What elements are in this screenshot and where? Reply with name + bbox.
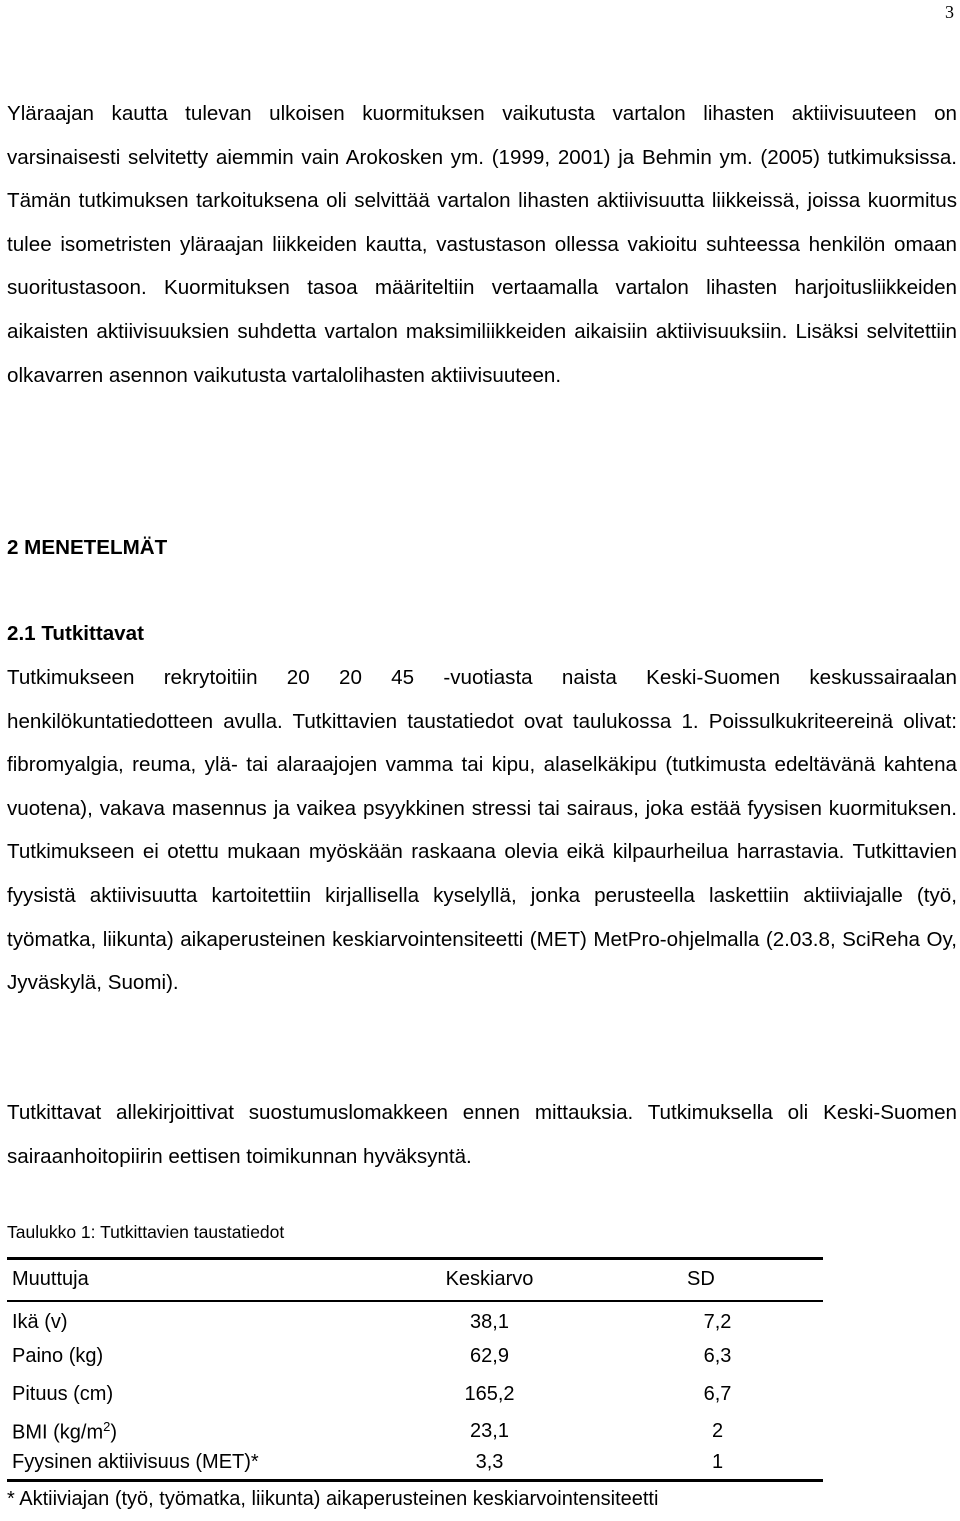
row-sd: 1 <box>612 1451 823 1481</box>
table-footnote: * Aktiiviajan (työ, työmatka, liikunta) aikaperusteinen keskiarvointensiteetti <box>7 1488 659 1510</box>
row-variable: Paino (kg) <box>12 1345 104 1368</box>
bmi-superscript: 2 <box>103 1418 111 1434</box>
row-variable: Ikä (v) <box>12 1311 68 1334</box>
table-header-row <box>7 1259 823 1301</box>
consent-paragraph: Tutkittavat allekirjoittivat suostumuslomakkeen ennen mittauksia. Tutkimuksella oli Keski-Suomen sairaanhoitopiirin eettisen toimikunnan hyväksyntä. <box>7 1101 957 1168</box>
row-mean: 62,9 <box>470 1345 509 1368</box>
section-heading: 2 MENETELMÄT <box>7 536 168 559</box>
intro-paragraph: Yläraajan kautta tulevan ulkoisen kuormituksen vaikutusta vartalon lihasten aktiivisuuteen on varsinaisesti selvitetty aiemmin vain Arokosken ym. (1999, 2001) ja Behmin ym. (2005) tutkimuksissa. Tämän tutkimuksen tarkoituksena oli selvittää vartalon lihasten aktiivisuutta liikkeissä, joissa kuormitus tulee isometristen yläraajan liikkeiden kautta, vastustason ollessa vakioitu suhteessa henkilön omaan suoritustasoon. Kuormituksen tasoa määriteltiin vertaamalla vartalon lihasten harjoitusliikkeiden aikaisten aktiivisuuksien suhdetta vartalon maksimiliikkeiden aikaisiin aktiivisuuksiin. Lisäksi selvitettiin olkavarren asennon vaikutusta vartalolihasten aktiivisuuteen. <box>7 102 957 387</box>
table-row <box>7 1376 823 1414</box>
row-sd: 7,2 <box>703 1311 732 1334</box>
background-table <box>7 1257 823 1482</box>
row-sd: 6,7 <box>703 1382 732 1405</box>
row-sd: 6,3 <box>703 1345 732 1368</box>
row-mean: 165,2 <box>464 1382 515 1405</box>
table-row <box>7 1301 823 1339</box>
table-caption: Taulukko 1: Tutkittavien taustatiedot <box>7 1222 285 1242</box>
table-row <box>7 1338 823 1376</box>
row-mean: 38,1 <box>470 1311 509 1334</box>
subsection-heading: 2.1 Tutkittavat <box>7 622 144 645</box>
table-row <box>7 1451 823 1481</box>
subjects-paragraph: Tutkimukseen rekrytoitiin 20 20 45 -vuotiasta naista Keski-Suomen keskussairaalan henkilökuntatiedotteen avulla. Tutkittavien taustatiedot ovat taulukossa 1. Poissulkukriteereinä olivat: fibromyalgia, reuma, ylä- tai alaraajojen vamma tai kipu, alaselkäkipu (tutkimusta edeltävänä kahtena vuotena), vakava masennus ja vaikea psyykkinen stressi tai sairaus, joka estää fyysisen kuormituksen. Tutkimukseen ei otettu mukaan myöskään raskaana olevia eikä kilpaurheilua harrastavia. Tutkittavien fyysistä aktiivisuutta kartoitettiin kirjallisella kyselyllä, jonka perusteella laskettiin aktiiviajalle (työ, työmatka, liikunta) aikaperusteinen keskiarvointensiteetti (MET) MetPro-ohjelmalla (2.03.8, SciReha Oy, Jyväskylä, Suomi). <box>7 666 957 995</box>
row-mean: 3,3 <box>367 1451 612 1481</box>
row-variable: Pituus (cm) <box>12 1382 114 1405</box>
page-number: 3 <box>945 2 954 22</box>
header-sd: SD <box>612 1259 823 1301</box>
header-mean: Keskiarvo <box>367 1259 612 1301</box>
row-variable <box>7 1413 367 1451</box>
table-row <box>7 1413 823 1451</box>
bmi-label-close: ) <box>110 1421 118 1444</box>
row-sd: 2 <box>711 1420 724 1443</box>
header-variable: Muuttuja <box>7 1259 367 1301</box>
bmi-label: BMI (kg/m <box>12 1421 104 1444</box>
row-mean: 23,1 <box>470 1420 509 1443</box>
row-variable: Fyysinen aktiivisuus (MET)* <box>7 1451 367 1481</box>
